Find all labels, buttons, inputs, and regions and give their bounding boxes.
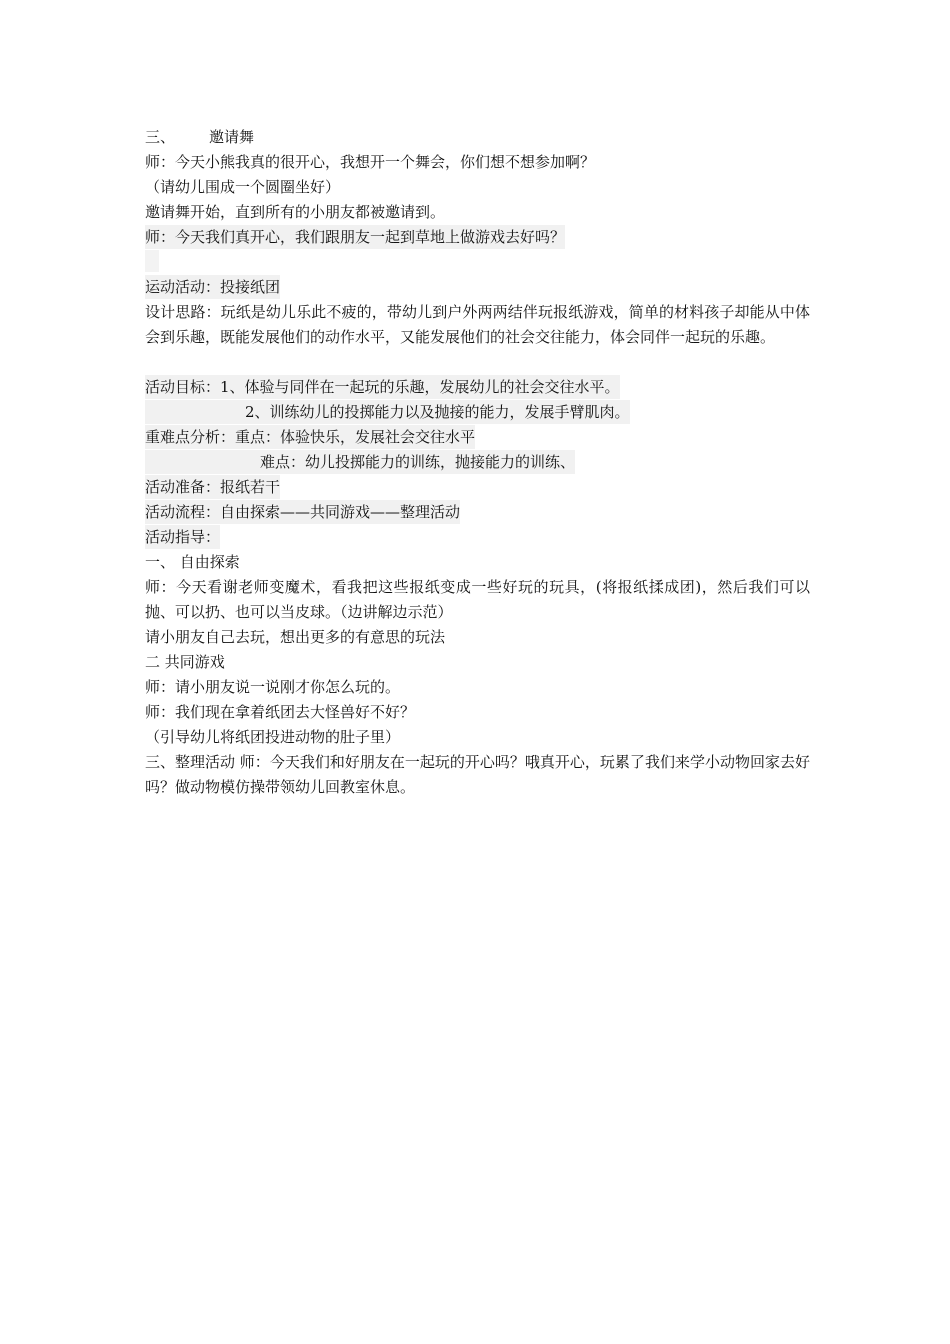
activity-goal-1: 活动目标：1、体验与同伴在一起玩的乐趣，发展幼儿的社会交往水平。 (145, 375, 620, 399)
activity-flow: 活动流程：自由探索——共同游戏——整理活动 (145, 500, 460, 524)
instruction-throw: （引导幼儿将纸团投进动物的肚子里） (145, 728, 401, 746)
instruction-circle: （请幼儿围成一个圆圈坐好） (145, 178, 341, 196)
teacher-magic-paragraph: 师：今天看谢老师变魔术，看我把这些报纸变成一些好玩的玩具，(将报纸揉成团)，然后我们可以抛、可以扔、也可以当皮球。（边讲解边示范） (145, 578, 810, 621)
section-title: 邀请舞 (209, 128, 255, 146)
design-rationale-paragraph: 设计思路：玩纸是幼儿乐此不疲的，带幼儿到户外两两结伴玩报纸游戏，简单的材料孩子却能从中体会到乐趣，既能发展他们的动作水平，又能发展他们的社会交往能力，体会同伴一起玩的乐趣。 (145, 303, 810, 346)
blank-line-marker (145, 250, 159, 272)
activity-guidance-heading: 活动指导： (145, 525, 220, 549)
key-points-difficulty: 难点：幼儿投掷能力的训练，抛接能力的训练、 (145, 450, 575, 474)
activity-goal-2: 2、训练幼儿的投掷能力以及抛接的能力，发展手臂肌肉。 (145, 400, 630, 424)
teacher-line-dance-invite: 师：今天小熊我真的很开心，我想开一个舞会，你们想不想参加啊？ (145, 153, 596, 171)
teacher-monster-line: 师：我们现在拿着纸团去大怪兽好不好？ (145, 703, 416, 721)
section-group-game: 二 共同游戏 (145, 653, 225, 671)
dance-start-line: 邀请舞开始，直到所有的小朋友都被邀请到。 (145, 203, 446, 221)
section-free-exploration: 一、 自由探索 (145, 553, 240, 571)
activity-title: 运动活动：投接纸团 (145, 275, 280, 299)
teacher-ask-line: 师：请小朋友说一说刚才你怎么玩的。 (145, 678, 401, 696)
section-number: 三、 (145, 128, 176, 146)
teacher-line-grass-game: 师：今天我们真开心，我们跟朋友一起到草地上做游戏去好吗？ (145, 225, 565, 249)
children-play-line: 请小朋友自己去玩，想出更多的有意思的玩法 (145, 628, 446, 646)
section-heading-invitation-dance (145, 125, 254, 149)
section-wrap-up-paragraph: 三、整理活动 师：今天我们和好朋友在一起玩的开心吗？哦真开心，玩累了我们来学小动物回家去好吗？做动物模仿操带领幼儿回教室休息。 (145, 753, 810, 796)
activity-preparation: 活动准备：报纸若干 (145, 475, 280, 499)
key-points-focus: 重难点分析：重点：体验快乐，发展社会交往水平 (145, 425, 475, 449)
